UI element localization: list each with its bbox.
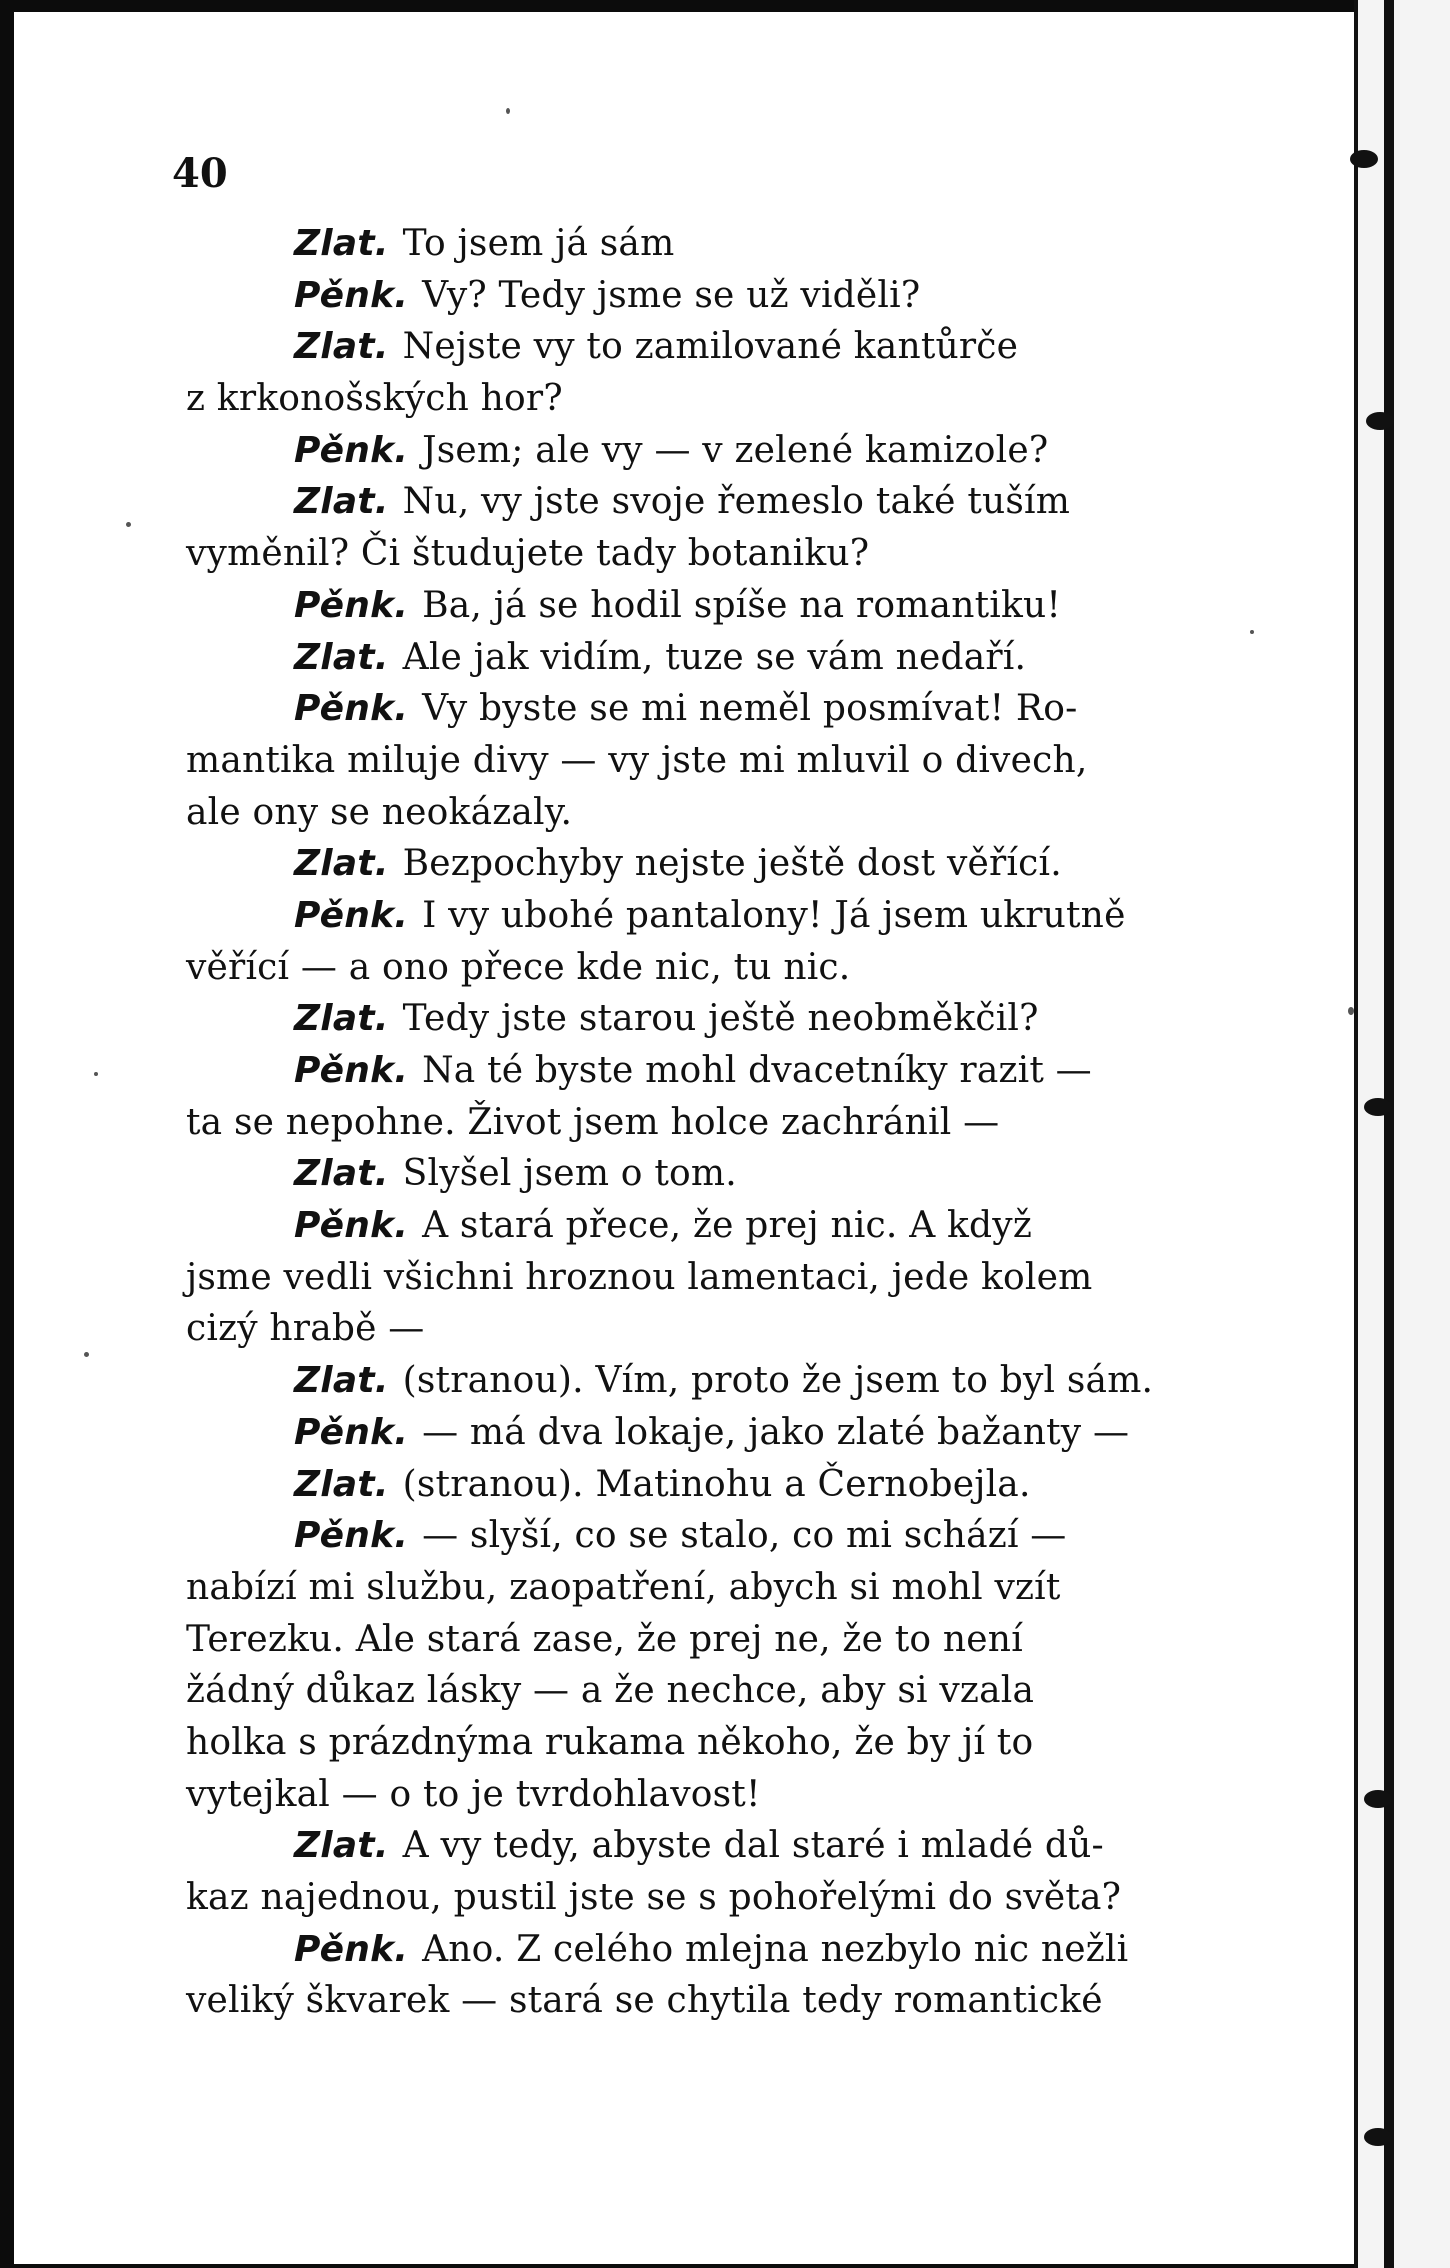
text-line [186, 1872, 1234, 1924]
paper-speck [94, 1072, 98, 1076]
speaker-name: Pěnk. [294, 1515, 409, 1557]
speaker-name: Zlat. [294, 1360, 389, 1402]
text-line [186, 1510, 1234, 1562]
speaker-name: Pěnk. [294, 1205, 409, 1247]
line-text: Ale jak vidím, tuze se vám nedaří. [402, 636, 1027, 678]
line-text: žádný důkaz lásky — a že nechce, aby si vzala [186, 1670, 1035, 1712]
line-text: veliký škvarek — stará se chytila tedy romantické [186, 1980, 1103, 2022]
line-text: Slyšel jsem o tom. [402, 1153, 737, 1195]
paper-speck [126, 522, 131, 527]
text-line [186, 1562, 1234, 1614]
text-line [186, 1614, 1234, 1666]
line-text: Tedy jste starou ještě neobměkčil? [402, 998, 1039, 1040]
line-text: věřící — a ono přece kde nic, tu nic. [186, 946, 851, 988]
line-text: nabízí mi službu, zaopatření, abych si mohl vzít [186, 1566, 1061, 1608]
line-text: Na té byste mohl dvacetníky razit — [422, 1050, 1092, 1091]
text-line [186, 890, 1234, 942]
line-text: Vy byste se mi neměl posmívat! Ro- [422, 688, 1078, 730]
text-line [186, 1665, 1234, 1717]
speaker-name: Zlat. [294, 1463, 389, 1505]
line-text: ta se nepohne. Život jsem holce zachránil — [186, 1101, 1000, 1143]
text-line [186, 425, 1234, 477]
text-line [186, 1717, 1234, 1769]
speaker-name: Zlat. [294, 998, 389, 1040]
text-line [186, 1148, 1234, 1200]
paper-speck [506, 108, 510, 114]
edge-mark [1366, 412, 1394, 430]
edge-mark [1350, 150, 1378, 168]
text-line [186, 1407, 1234, 1459]
text-line [186, 632, 1234, 684]
text-line [186, 1975, 1234, 2027]
speaker-name: Zlat. [294, 1825, 389, 1867]
book-page [14, 12, 1354, 2264]
text-line [186, 838, 1234, 890]
line-text: Ano. Z celého mlejna nezbylo nic nežli [422, 1928, 1129, 1970]
line-text: Vy? Tedy jsme se už viděli? [422, 274, 921, 316]
line-text: A stará přece, že prej nic. A když [422, 1205, 1032, 1247]
line-text: vyměnil? Či študujete tady botaniku? [186, 533, 870, 575]
text-line [186, 735, 1234, 787]
paper-speck [1250, 630, 1254, 634]
text-line [186, 1924, 1234, 1976]
page-edge-line [1384, 0, 1394, 2268]
edge-mark [1364, 2128, 1392, 2146]
speaker-name: Zlat. [294, 223, 389, 264]
text-line [186, 993, 1234, 1045]
line-text: A vy tedy, abyste dal staré i mladé dů- [402, 1825, 1104, 1867]
paper-speck [84, 1352, 89, 1357]
line-text: Terezku. Ale stará zase, že prej ne, že to není [186, 1618, 1023, 1660]
line-text: I vy ubohé pantalony! Já jsem ukrutně [422, 894, 1126, 936]
speaker-name: Zlat. [294, 326, 389, 368]
line-text: Ba, já se hodil spíše na romantiku! [422, 584, 1062, 626]
text-line [186, 1200, 1234, 1252]
line-text: z krkonošských hor? [186, 378, 563, 420]
line-text: cizý hrabě — [186, 1308, 425, 1350]
text-line [186, 1459, 1234, 1511]
speaker-name: Pěnk. [294, 274, 409, 316]
text-line [186, 1252, 1234, 1304]
text-line [186, 1303, 1234, 1355]
page-edge [1354, 0, 1450, 2268]
line-text: (stranou). Matinohu a Černobejla. [402, 1463, 1031, 1505]
speaker-name: Pěnk. [294, 584, 409, 626]
speaker-name: Zlat. [294, 843, 389, 885]
line-text: — slyší, co se stalo, co mi schází — [422, 1515, 1067, 1557]
edge-mark [1364, 1098, 1392, 1116]
line-text: ale ony se neokázaly. [186, 791, 573, 833]
edge-mark [1364, 1790, 1392, 1808]
speaker-name: Pěnk. [294, 1928, 409, 1970]
text-line [186, 373, 1234, 425]
speaker-name: Zlat. [294, 481, 389, 523]
text-line [186, 683, 1234, 735]
line-text: Jsem; ale vy — v zelené kamizole? [422, 429, 1049, 471]
speaker-name: Pěnk. [294, 1050, 409, 1091]
line-text: To jsem já sám [402, 223, 675, 264]
speaker-name: Pěnk. [294, 688, 409, 730]
speaker-name: Pěnk. [294, 1411, 409, 1453]
speaker-name: Zlat. [294, 1153, 389, 1195]
text-line [186, 1045, 1234, 1097]
speaker-name: Pěnk. [294, 429, 409, 471]
line-text: holka s prázdnýma rukama někoho, že by jí to [186, 1721, 1034, 1763]
speaker-name: Pěnk. [294, 894, 409, 936]
text-line [186, 270, 1234, 322]
line-text: jsme vedli všichni hroznou lamentaci, jede kolem [186, 1256, 1093, 1298]
line-text: — má dva lokaje, jako zlaté bažanty — [422, 1411, 1130, 1453]
text-line [186, 1097, 1234, 1149]
line-text: kaz najednou, pustil jste se s pohořelými do světa? [186, 1877, 1122, 1918]
line-text: mantika miluje divy — vy jste mi mluvil o divech, [186, 739, 1088, 781]
line-text: Nu, vy jste svoje řemeslo také tuším [402, 481, 1071, 523]
speaker-name: Zlat. [294, 636, 389, 678]
text-line [186, 1355, 1234, 1407]
line-text: Bezpochyby nejste ještě dost věřící. [402, 843, 1062, 885]
text-line [186, 218, 1234, 270]
text-line [186, 321, 1234, 373]
line-text: Nejste vy to zamilované kantůrče [402, 326, 1019, 368]
line-text: vytejkal — o to je tvrdohlavost! [186, 1773, 761, 1815]
dialogue-text [186, 218, 1234, 2027]
text-line [186, 1820, 1234, 1872]
text-line [186, 528, 1234, 580]
text-line [186, 580, 1234, 632]
text-line [186, 942, 1234, 994]
line-text: (stranou). Vím, proto že jsem to byl sám. [402, 1360, 1154, 1402]
text-line [186, 476, 1234, 528]
page-number: 40 [172, 150, 228, 197]
text-line [186, 787, 1234, 839]
text-line [186, 1769, 1234, 1821]
